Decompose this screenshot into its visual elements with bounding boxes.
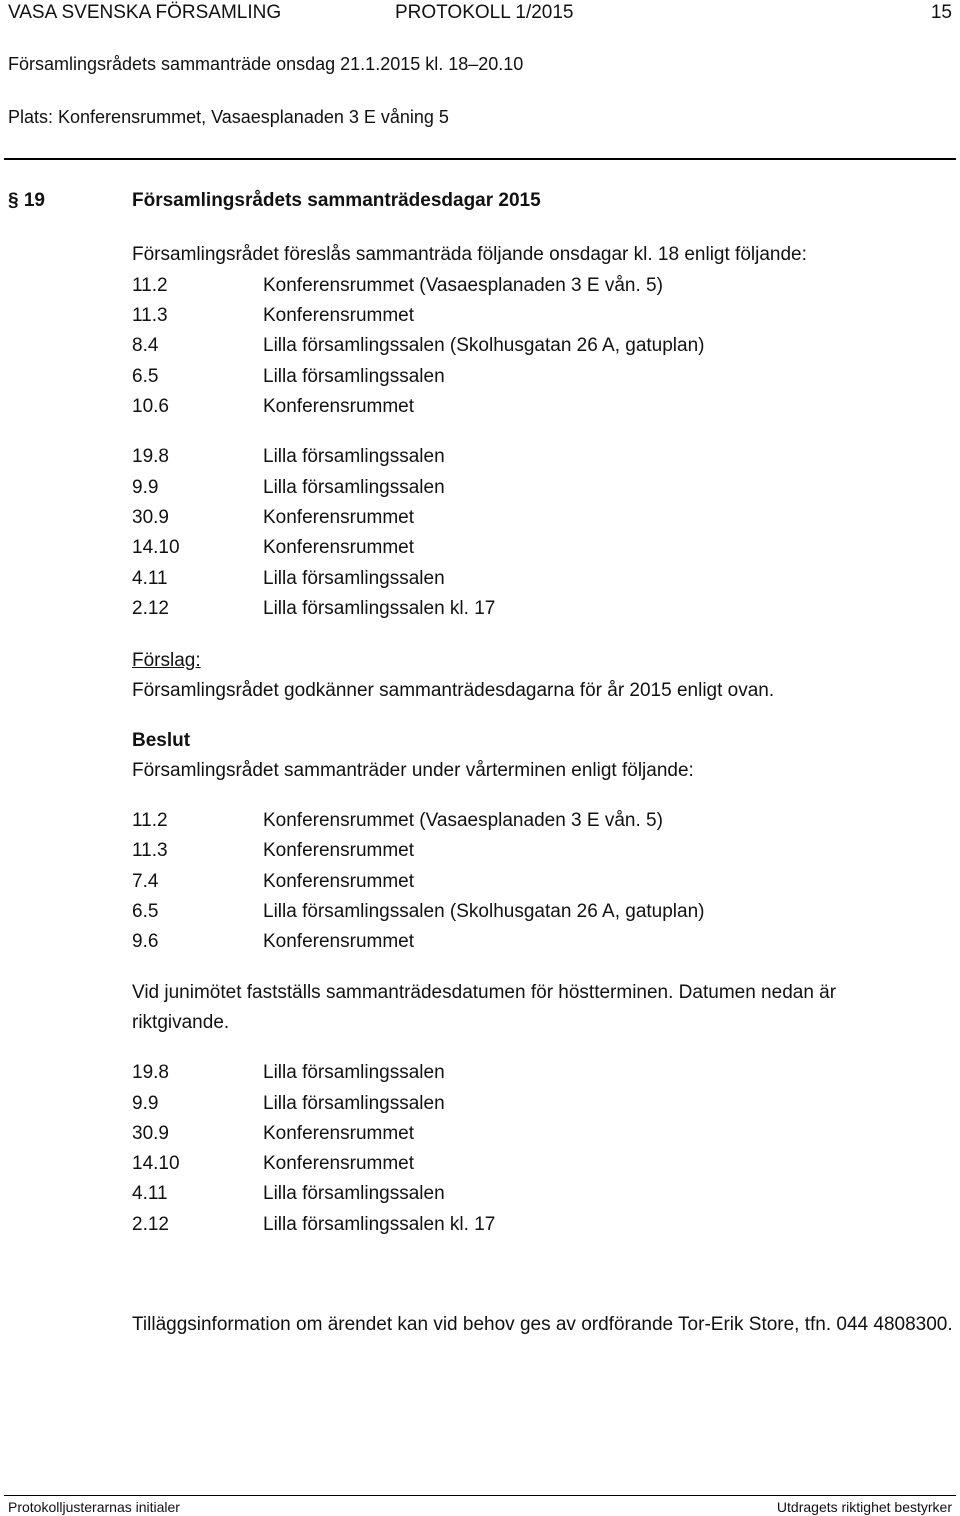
meeting-date: 9.9	[132, 1093, 159, 1114]
meeting-location: Lilla församlingssalen (Skolhusgatan 26 A, gatuplan)	[263, 335, 705, 356]
meeting-location: Lilla församlingssalen (Skolhusgatan 26 A, gatuplan)	[263, 901, 705, 922]
meeting-date: 9.9	[132, 477, 159, 498]
meeting-date: 11.2	[132, 275, 168, 296]
meeting-place: Plats: Konferensrummet, Vasaesplanaden 3 E våning 5	[8, 107, 449, 127]
meeting-location: Lilla församlingssalen	[263, 446, 445, 467]
meeting-location: Lilla församlingssalen	[263, 568, 445, 589]
meeting-date: 8.4	[132, 335, 159, 356]
meeting-date: 2.12	[132, 1214, 169, 1235]
document-body	[132, 0, 952, 1300]
meeting-location: Konferensrummet	[263, 871, 415, 892]
section-title: Församlingsrådets sammanträdesdagar 2015	[132, 190, 541, 211]
meeting-date: 4.11	[132, 1183, 168, 1204]
meeting-location: Lilla församlingssalen	[263, 1183, 445, 1204]
meeting-date: 2.12	[132, 598, 169, 619]
page-number: 15	[930, 2, 952, 23]
meeting-date: 14.10	[132, 537, 180, 558]
footer-certify-label: Utdragets riktighet bestyrker	[776, 1499, 952, 1515]
meeting-location: Konferensrummet	[263, 840, 415, 861]
meeting-location: Konferensrummet (Vasaesplanaden 3 E vån. 5)	[263, 275, 663, 296]
meeting-date: 10.6	[132, 396, 169, 417]
meeting-date: 11.3	[132, 840, 168, 861]
meeting-location: Konferensrummet	[263, 507, 415, 528]
meeting-date: 30.9	[132, 507, 169, 528]
meeting-location: Lilla församlingssalen	[263, 1093, 445, 1114]
meeting-date: 9.6	[132, 931, 159, 952]
meeting-location: Konferensrummet	[263, 1153, 415, 1174]
meeting-location: Lilla församlingssalen	[263, 366, 445, 387]
meeting-date: 19.8	[132, 446, 169, 467]
additional-info: Tilläggsinformation om ärendet kan vid behov ges av ordförande Tor-Erik Store, tfn. 044 4808300.	[132, 1314, 953, 1335]
meeting-date: 7.4	[132, 871, 159, 892]
meeting-location: Konferensrummet	[263, 1123, 415, 1144]
meeting-location: Konferensrummet	[263, 305, 415, 326]
autumn-note: Vid junimötet fastställs sammanträdesdatumen för höstterminen. Datumen nedan är	[132, 982, 837, 1003]
meeting-date: 6.5	[132, 901, 159, 922]
meeting-date: 4.11	[132, 568, 168, 589]
meeting-location: Lilla församlingssalen	[263, 477, 445, 498]
meeting-location: Konferensrummet	[263, 931, 415, 952]
proposal-text: Församlingsrådet godkänner sammanträdesdagarna för år 2015 enligt ovan.	[132, 680, 775, 701]
autumn-note-cont: riktgivande.	[132, 1012, 230, 1033]
intro-text: Församlingsrådet föreslås sammanträda följande onsdagar kl. 18 enligt följande:	[132, 244, 807, 265]
meeting-date: 6.5	[132, 366, 159, 387]
proposal-label: Förslag:	[132, 650, 201, 671]
meeting-location: Konferensrummet	[263, 537, 415, 558]
meeting-date: 30.9	[132, 1123, 169, 1144]
decision-text: Församlingsrådet sammanträder under vårterminen enligt följande:	[132, 760, 694, 781]
meeting-date: 19.8	[132, 1062, 169, 1083]
organization-name: VASA SVENSKA FÖRSAMLING	[8, 2, 282, 23]
protocol-number: PROTOKOLL 1/2015	[395, 2, 574, 23]
decision-label: Beslut	[132, 730, 191, 751]
meeting-info: Församlingsrådets sammanträde onsdag 21.1.2015 kl. 18–20.10	[8, 54, 524, 74]
meeting-location: Lilla församlingssalen kl. 17	[263, 598, 496, 619]
footer-divider	[4, 1495, 956, 1496]
meeting-location: Konferensrummet (Vasaesplanaden 3 E vån. 5)	[263, 810, 663, 831]
meeting-location: Lilla församlingssalen kl. 17	[263, 1214, 496, 1235]
footer-initials-label: Protokolljusterarnas initialer	[8, 1499, 180, 1515]
meeting-location: Konferensrummet	[263, 396, 415, 417]
meeting-date: 11.2	[132, 810, 168, 831]
meeting-location: Lilla församlingssalen	[263, 1062, 445, 1083]
section-number: § 19	[8, 190, 45, 211]
meeting-date: 11.3	[132, 305, 168, 326]
meeting-date: 14.10	[132, 1153, 180, 1174]
